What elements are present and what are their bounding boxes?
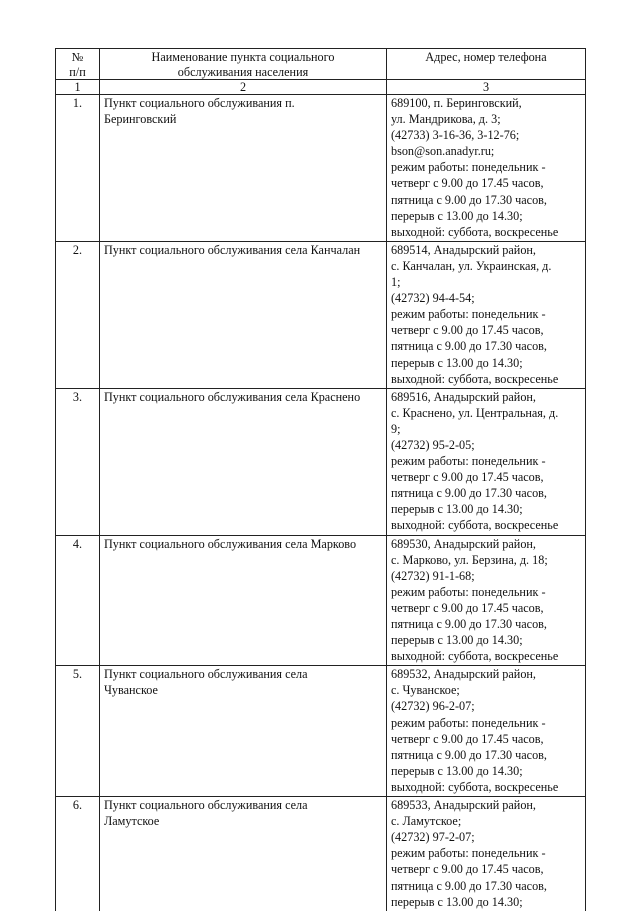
header-name [100,49,387,80]
service-point-address [387,535,586,666]
address-line: перерыв с 13.00 до 14.30; [391,502,523,517]
address-line: выходной: суббота, воскресенье [391,371,559,386]
address-line: режим работы: понедельник - [391,584,546,599]
address-line: пятница с 9.00 до 17.30 часов, [391,617,547,631]
row-number: 3. [56,388,100,535]
address-line: 689514, Анадырский район, [391,242,536,257]
address-line: (42732) 91-1-68; [391,568,475,583]
row-number: 1. [56,95,100,242]
address-line: с. Чуванское; [391,683,460,698]
row-number: 2. [56,241,100,388]
address-line: четверг с 9.00 до 17.45 часов, [391,470,544,485]
table-row [56,797,586,911]
address-line: ул. Мандрикова, д. 3; [391,112,501,127]
address-line: перерыв с 13.00 до 14.30; [391,894,523,909]
service-point-name [100,95,387,242]
address-line: перерыв с 13.00 до 14.30; [391,208,523,223]
address-line: 689100, п. Беринговский, [391,96,522,110]
service-point-name-line: Пункт социального обслуживания села Марково [104,536,357,551]
address-line: выходной: суббота, воскресенье [391,779,559,794]
service-point-address [387,241,586,388]
service-point-name-line: Беринговский [104,112,177,127]
address-line: пятница с 9.00 до 17.30 часов, [391,192,547,207]
table-row [56,535,586,666]
service-point-name-line: Пункт социального обслуживания села Канчалан [104,242,361,257]
address-line: четверг с 9.00 до 17.45 часов, [391,176,544,191]
service-point-name-line: Пункт социального обслуживания села Краснено [104,389,361,404]
address-line: bson@son.anadyr.ru; [391,144,495,159]
table-body [56,95,586,911]
address-line: 689516, Анадырский район, [391,389,536,404]
service-point-address [387,388,586,535]
service-point-name [100,241,387,388]
address-line: выходной: суббота, воскресенье [391,649,559,664]
row-number: 4. [56,535,100,666]
table-row [56,95,586,242]
address-line: (42733) 3-16-36, 3-12-76; [391,128,520,143]
address-line: перерыв с 13.00 до 14.30; [391,355,523,370]
column-number: 2 [100,80,387,95]
service-point-address [387,797,586,911]
address-line: с. Канчалан, ул. Украинская, д. [391,258,552,273]
column-number: 1 [56,80,100,95]
address-line: выходной: суббота, воскресенье [391,518,559,533]
table-row [56,388,586,535]
address-line: выходной: суббота, воскресенье [391,224,559,239]
service-point-name [100,535,387,666]
address-line: режим работы: понедельник - [391,454,546,469]
address-line: перерыв с 13.00 до 14.30; [391,763,523,778]
service-point-name-line: Пункт социального обслуживания села [104,798,308,813]
address-line: 689530, Анадырский район, [391,536,536,551]
address-line: пятница с 9.00 до 17.30 часов, [391,878,547,893]
service-point-name [100,388,387,535]
address-line: (42732) 94-4-54; [391,291,475,306]
address-line: режим работы: понедельник - [391,846,546,861]
address-line: (42732) 97-2-07; [391,830,475,845]
address-line: 1; [391,275,401,290]
address-line: пятница с 9.00 до 17.30 часов, [391,339,547,354]
address-line: четверг с 9.00 до 17.45 часов, [391,323,544,338]
address-line: режим работы: понедельник - [391,307,546,322]
table-header-row [56,49,586,80]
header-number [56,49,100,80]
header-number-line: № [71,50,84,64]
header-number-line: п/п [69,64,86,79]
address-line: четверг с 9.00 до 17.45 часов, [391,862,544,877]
address-line: (42732) 96-2-07; [391,699,475,714]
table-row [56,666,586,797]
row-number: 5. [56,666,100,797]
service-point-name-line: Чуванское [104,683,158,698]
address-line: с. Ламутское; [391,814,462,829]
service-point-address [387,666,586,797]
address-line: с. Краснено, ул. Центральная, д. [391,405,559,420]
service-point-name [100,666,387,797]
address-line: 689532, Анадырский район, [391,667,536,682]
table-row [56,241,586,388]
address-line: пятница с 9.00 до 17.30 часов, [391,747,547,762]
header-name-line: обслуживания населения [177,64,309,79]
address-line: режим работы: понедельник - [391,160,546,175]
address-line: 689533, Анадырский район, [391,798,536,813]
column-numbers-row [56,80,586,95]
service-point-name-line: Пункт социального обслуживания села [104,667,308,682]
service-point-name-line: Ламутское [104,814,160,829]
header-address [387,49,586,80]
address-line: четверг с 9.00 до 17.45 часов, [391,731,544,746]
address-line: (42732) 95-2-05; [391,437,475,452]
social-service-points-table [55,48,586,911]
service-point-address [387,95,586,242]
service-point-name-line: Пункт социального обслуживания п. [104,96,295,110]
address-line: с. Марково, ул. Берзина, д. 18; [391,552,548,567]
address-line: четверг с 9.00 до 17.45 часов, [391,600,544,615]
address-line: 9; [391,421,401,436]
header-address-line: Адрес, номер телефона [425,50,547,64]
header-name-line: Наименование пункта социального [151,50,335,64]
address-line: перерыв с 13.00 до 14.30; [391,633,523,648]
service-point-name [100,797,387,911]
address-line: пятница с 9.00 до 17.30 часов, [391,486,547,501]
address-line: режим работы: понедельник - [391,715,546,730]
column-number: 3 [387,80,586,95]
row-number: 6. [56,797,100,911]
